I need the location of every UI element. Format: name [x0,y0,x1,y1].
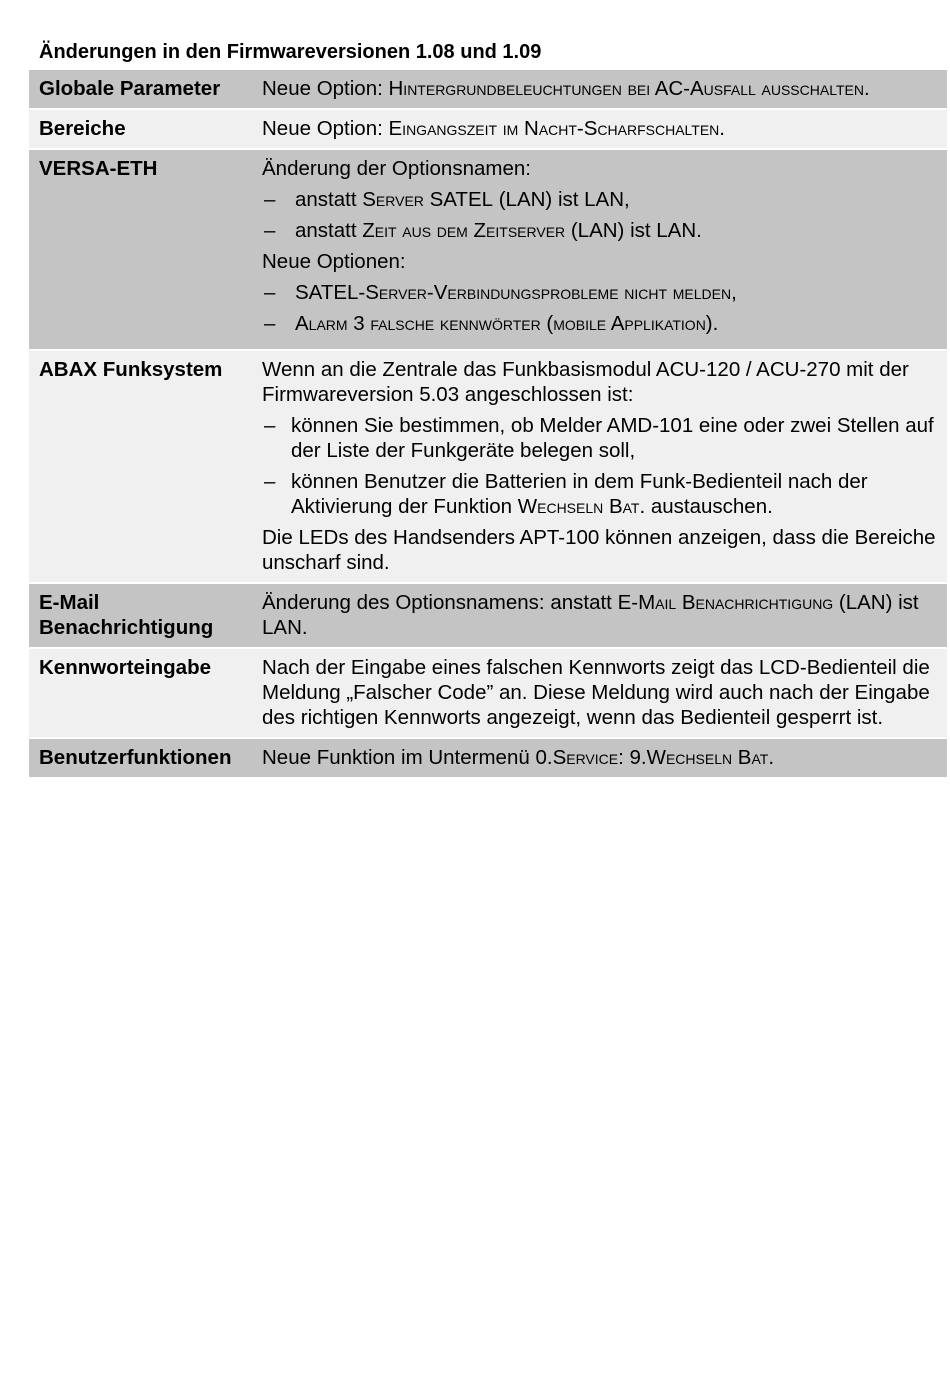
description-text: Wenn an die Zentrale das Funkbasismodul ACU-120 / ACU-270 mit der Firmwareversion 5.03 angeschlossen ist: [262,358,909,406]
function-name: Wechseln Bat [517,495,640,518]
text-run: : 9. [618,746,647,769]
description-cell [253,583,947,648]
text-run: Änderung des Optionsnamens: anstatt [262,591,618,614]
text-run: , [731,281,737,304]
description-text: Die LEDs des Handsenders APT-100 können anzeigen, dass die Bereiche unscharf sind. [262,526,936,574]
text-run: . austauschen. [639,495,773,518]
option-name: Hintergrundbeleuchtungen bei AC-Ausfall ausschalten [388,77,864,100]
description-cell [253,738,947,777]
text-run: . [863,77,870,100]
text-run: anstatt [295,219,363,242]
description-cell [253,70,947,109]
list-item [262,280,943,305]
function-name: Wechseln Bat [646,746,769,769]
category-cell: Globale Parameter [29,70,253,109]
list-item: – können Sie bestimmen, ob Melder AMD-101 eine oder zwei Stellen auf der Liste der Funkgeräte belegen soll, [262,413,943,463]
option-name: Eingangszeit im Nacht-Scharfschalten [388,117,720,140]
description-text [262,116,943,141]
description-text: Neue Optionen: [262,250,406,273]
table-row-email-benachrichtigung [29,583,947,648]
description-text [262,590,943,640]
option-name: Zeit aus dem Zeitserver [362,219,566,242]
dash-list [262,280,943,336]
list-item [262,187,943,212]
option-name: E-Mail Benachrichtigung [617,591,834,614]
description-cell [253,350,947,583]
text-run: können Benutzer die Batterien in dem Funk-Bedienteil nach der Aktivierung der Funktion [291,470,868,518]
text-run: . [719,117,725,140]
text-run: (LAN) ist LAN. [262,591,919,639]
category-cell: Bereiche [29,109,253,149]
text-run: Neue Option: [262,117,389,140]
description-text [262,76,943,101]
description-cell [253,648,947,738]
table-row-globale-parameter [29,70,947,109]
list-item [262,311,943,336]
description-cell [253,109,947,149]
category-cell: ABAX Funksystem [29,350,253,583]
option-name: Alarm 3 falsche kennwörter (mobile Applikation) [295,312,713,335]
category-cell: VERSA-ETH [29,149,253,350]
table-row-abax-funksystem [29,350,947,583]
table-row-kennworteingabe [29,648,947,738]
description-text: Änderung der Optionsnamen: [262,157,531,180]
list-item [262,218,943,243]
option-name: Server SATEL [362,188,494,211]
list-item [262,469,943,519]
text-run: (LAN) ist LAN. [565,219,702,242]
text-run: . [712,312,719,335]
table-row-versa-eth [29,149,947,350]
menu-name: Service [552,746,619,769]
text-run: (LAN) ist LAN, [493,188,630,211]
description-cell [253,149,947,350]
category-cell: Benutzerfunktionen [29,738,253,777]
text-run: Neue Funktion im Untermenü 0. [262,746,553,769]
text-run: . [768,746,775,769]
dash-list [262,187,943,243]
text-run: Neue Option: [262,77,389,100]
changes-table [29,70,947,777]
page-title: Änderungen in den Firmwareversionen 1.08 und 1.09 [39,41,542,63]
text-run: anstatt [295,188,363,211]
description-text [262,745,943,770]
table-row-bereiche [29,109,947,149]
category-cell: Kennworteingabe [29,648,253,738]
table-row-benutzerfunktionen [29,738,947,777]
option-name: SATEL-Server-Verbindungsprobleme nicht melden [295,281,732,304]
dash-list [262,413,943,519]
category-cell: E-Mail Benachrichtigung [29,583,253,648]
description-text: Nach der Eingabe eines falschen Kennworts zeigt das LCD-Bedienteil die Meldung „Falscher Code” an. Diese Meldung wird auch nach der Eingabe des richtigen Kennworts angezeigt, wenn das Bedienteil gesperrt ist. [262,656,930,729]
